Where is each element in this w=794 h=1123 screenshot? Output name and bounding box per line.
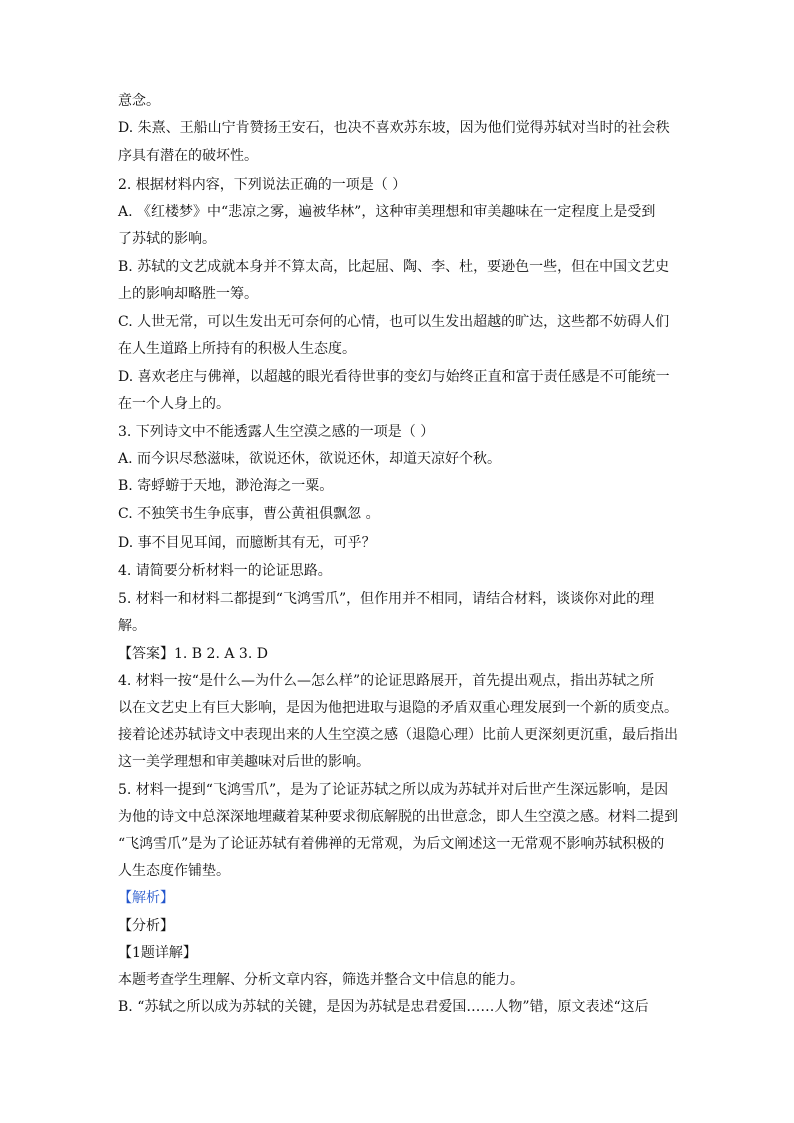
text-line: 人生态度作铺垫。	[118, 863, 230, 879]
answer-4: 4. 材料一按“是什么—为什么—怎么样”的论证思路展开，首先提出观点，指出苏轼之所	[118, 673, 655, 689]
text-line: “飞鸿雪爪”是为了论证苏轼有着佛禅的无常观，为后文阐述这一无常观不影响苏轼积极的	[118, 836, 665, 852]
subheading: 【分析】	[118, 918, 174, 934]
option-a: A. 《红楼梦》中“悲凉之雾，遍被华林”，这种审美理想和审美趣味在一定程度上是受到	[118, 204, 656, 220]
text-line: 接着论述苏轼诗文中表现出来的人生空漠之感（退隐心理）比前人更深刻更沉重，最后指出	[118, 727, 678, 743]
option-c: C. 人世无常，可以生发出无可奈何的心情，也可以生发出超越的旷达，这些都不妨碍人们	[118, 314, 670, 330]
analysis-heading: 【解析】	[118, 890, 174, 906]
text-line: 这一美学理想和审美趣味对后世的影响。	[118, 754, 370, 770]
question-3: 3. 下列诗文中不能透露人生空漠之感的一项是（ ）	[118, 424, 435, 440]
text-line: 以在文艺史上有巨大影响，是因为他把进取与退隐的矛盾双重心理发展到一个新的质变点。	[118, 700, 678, 716]
question-5: 5. 材料一和材料二都提到“飞鸿雪爪”，但作用并不相同，请结合材料，谈谈你对此的理	[118, 591, 655, 607]
option-c: C. 不独笑书生争底事，曹公黄祖俱飘忽 。	[118, 506, 380, 522]
question-2: 2. 根据材料内容，下列说法正确的一项是（ ）	[118, 177, 407, 193]
text-line: 意念。	[118, 93, 160, 109]
text-line: 序具有潜在的破坏性。	[118, 148, 258, 164]
question-4: 4. 请简要分析材料一的论证思路。	[118, 563, 332, 579]
option-b: B. 苏轼的文艺成就本身并不算太高，比起屈、陶、李、杜，要逊色一些，但在中国文艺史	[118, 259, 670, 275]
text-line: 本题考查学生理解、分析文章内容，筛选并整合文中信息的能力。	[118, 972, 524, 988]
text-line: 为他的诗文中总深深地埋藏着某种要求彻底解脱的出世意念，即人生空漠之感。材料二提到	[118, 809, 678, 825]
subheading: 【1题详解】	[118, 945, 197, 961]
option-d: D. 喜欢老庄与佛禅，以超越的眼光看待世事的变幻与始终正直和富于责任感是不可能统一	[118, 369, 670, 385]
option-d: D. 事不目见耳闻，而臆断其有无，可乎？	[118, 535, 376, 551]
answer-5: 5. 材料一提到“飞鸿雪爪”，是为了论证苏轼之所以成为苏轼并对后世产生深远影响，是因	[118, 782, 669, 798]
text-line: 在一个人身上的。	[118, 396, 230, 412]
text-line: D. 朱熹、王船山宁肯赞扬王安石，也决不喜欢苏东坡，因为他们觉得苏轼对当时的社会秩	[118, 120, 670, 136]
text-line: 上的影响却略胜一筹。	[118, 286, 258, 302]
text-line: 解。	[118, 618, 146, 634]
text-line: 了苏轼的影响。	[118, 231, 216, 247]
answer-line: 【答案】1. B 2. A 3. D	[118, 646, 268, 662]
text-line: 在人生道路上所持有的积极人生态度。	[118, 341, 356, 357]
text-line: B. “苏轼之所以成为苏轼的关键，是因为苏轼是忠君爱国……人物”错，原文表述“这后	[118, 999, 649, 1015]
option-a: A. 而今识尽愁滋味，欲说还休，欲说还休，却道天凉好个秋。	[118, 451, 502, 467]
option-b: B. 寄蜉蝣于天地，渺沧海之一粟。	[118, 478, 334, 494]
